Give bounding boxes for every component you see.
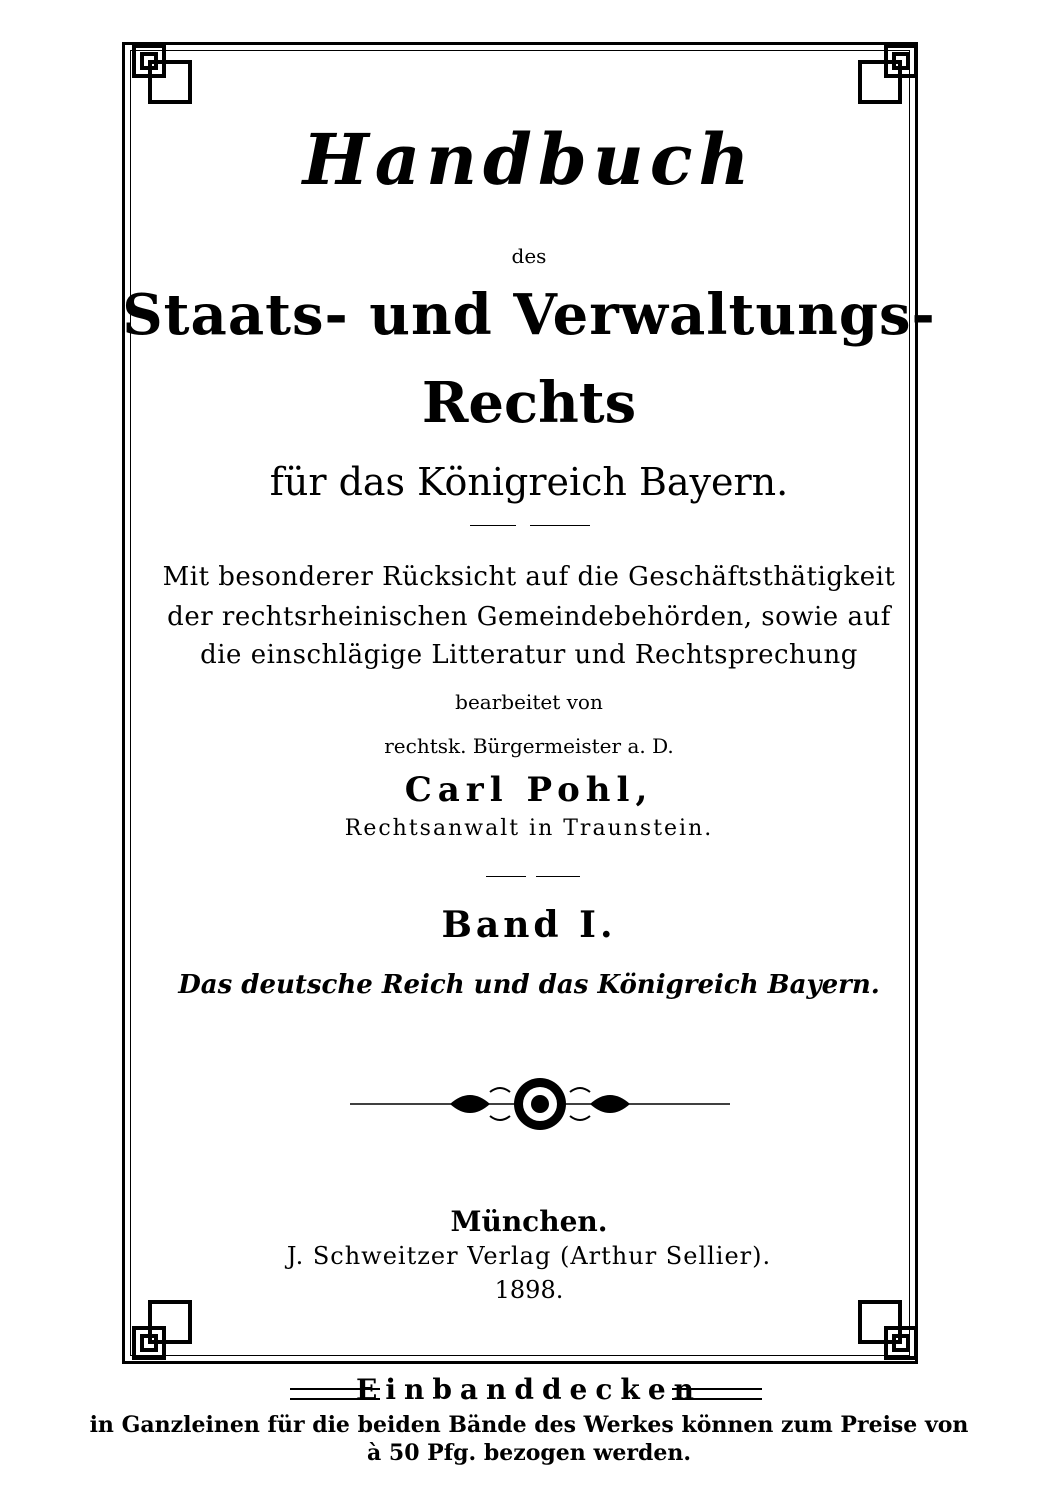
subtitle-line-2: Rechts [421, 370, 637, 436]
notice-line: à 50 Pfg. bezogen werden. [366, 1440, 692, 1466]
divider-rule [536, 876, 580, 877]
description-line: die einschlägige Litteratur und Rechtsprechung [200, 640, 858, 670]
author-name: Carl Pohl, [404, 770, 654, 810]
subtitle-line-3: für das Königreich Bayern. [269, 460, 789, 504]
description-line: der rechtsrheinischen Gemeindebehörden, sowie auf [167, 602, 891, 632]
notice-line: in Ganzleinen für die beiden Bände des Werkes können zum Preise von [89, 1412, 969, 1438]
description-line: Mit besonderer Rücksicht auf die Geschäftsthätigkeit [162, 562, 896, 592]
volume-label: Band I. [441, 904, 617, 946]
divider-rule [486, 876, 526, 877]
publication-year: 1898. [494, 1276, 564, 1304]
decorative-ornament [350, 1074, 730, 1134]
corner-ornament-top-right [842, 40, 922, 120]
edited-by: bearbeitet von [455, 690, 603, 714]
notice-heading: Einbanddecken [355, 1373, 702, 1406]
author-role: Rechtsanwalt in Traunstein. [344, 816, 714, 841]
divider-rule [470, 525, 516, 526]
corner-ornament-top-left [128, 40, 208, 120]
volume-title: Das deutsche Reich und das Königreich Bayern. [178, 970, 880, 1000]
author-title: rechtsk. Bürgermeister a. D. [384, 734, 674, 758]
divider-rule [530, 525, 590, 526]
subtitle-line-1: Staats- und Verwaltungs- [122, 282, 936, 348]
title-connector: des [511, 244, 547, 268]
book-title: Handbuch [302, 118, 756, 201]
publication-place: München. [450, 1205, 608, 1238]
publisher: J. Schweitzer Verlag (Arthur Sellier). [286, 1242, 772, 1270]
